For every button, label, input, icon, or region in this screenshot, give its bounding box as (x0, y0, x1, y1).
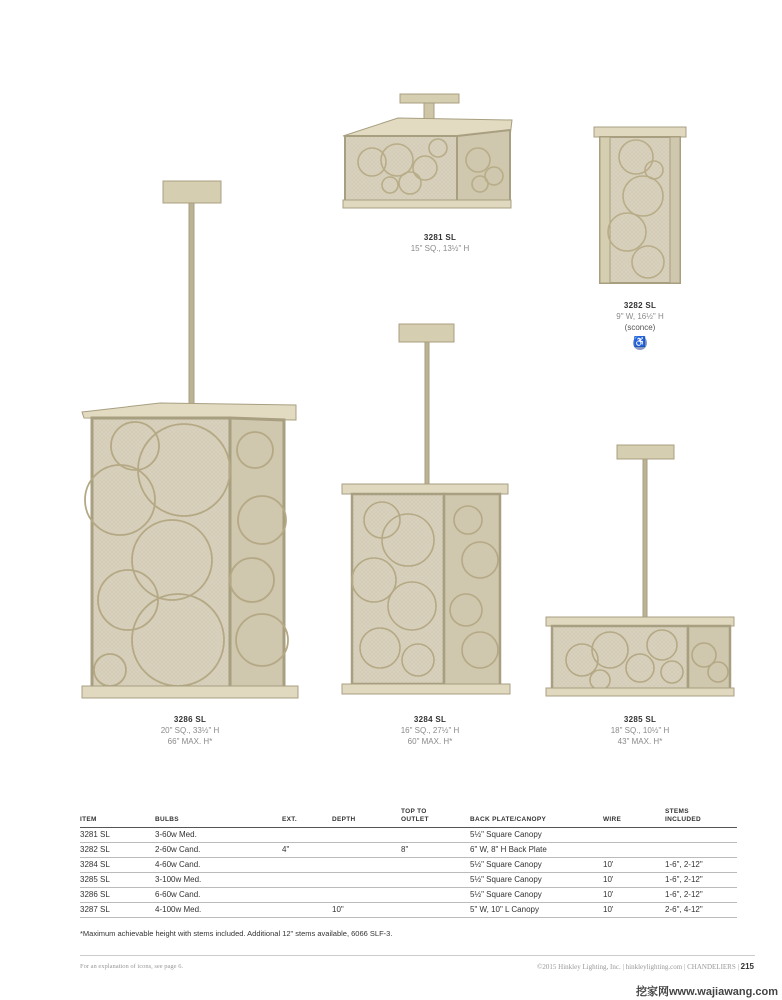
table-row (80, 843, 737, 858)
cell-stems: 1-6", 2-12" (665, 873, 737, 888)
cell-canopy: 5½" Square Canopy (470, 828, 603, 843)
caption-3282 (570, 300, 710, 350)
caption-3284 (360, 714, 500, 747)
col-stems: STEMS INCLUDED (665, 808, 737, 828)
footer-icon-note: For an explanation of icons, see page 6. (80, 963, 184, 970)
col-top-to-outlet: TOP TO OUTLET (401, 808, 470, 828)
dimensions: 20" SQ., 33½" H (160, 726, 220, 735)
cell-wire: 10' (603, 873, 665, 888)
cell-depth (332, 888, 401, 903)
cell-item: 3284 SL (80, 858, 155, 873)
cell-top (401, 888, 470, 903)
cell-top (401, 873, 470, 888)
cell-wire: 10' (603, 888, 665, 903)
table-row (80, 828, 737, 843)
cell-wire: 10' (603, 903, 665, 918)
fixture-3286-image (82, 181, 298, 698)
model-number: 3284 SL (413, 715, 447, 724)
model-number: 3281 SL (423, 233, 457, 242)
cell-stems: 1-6", 2-12" (665, 858, 737, 873)
cell-item: 3286 SL (80, 888, 155, 903)
fixture-3285-image (546, 445, 734, 696)
cell-bulbs: 3-100w Med. (155, 873, 282, 888)
table-row (80, 903, 737, 918)
cell-item: 3281 SL (80, 828, 155, 843)
caption-3281 (370, 232, 510, 254)
max-height: 43" MAX. H* (617, 737, 663, 746)
cell-item: 3282 SL (80, 843, 155, 858)
cell-stems: 2-6", 4-12" (665, 903, 737, 918)
cell-bulbs: 3-60w Med. (155, 828, 282, 843)
caption-3285 (570, 714, 710, 747)
max-height: 60" MAX. H* (407, 737, 453, 746)
cell-bulbs: 6-60w Cand. (155, 888, 282, 903)
col-depth: DEPTH (332, 808, 401, 828)
cell-depth (332, 873, 401, 888)
fixture-3282-image (594, 127, 686, 283)
dimensions: 9" W, 16½" H (616, 312, 664, 321)
dimensions: 16" SQ., 27½" H (400, 726, 460, 735)
cell-stems (665, 843, 737, 858)
dimensions: 15" SQ., 13½" H (410, 244, 470, 253)
caption-3286 (120, 714, 260, 747)
ada-icon: ♿ (633, 337, 647, 348)
cell-depth (332, 828, 401, 843)
cell-ext (282, 858, 332, 873)
fixture-3284-image (342, 324, 510, 694)
col-wire: WIRE (603, 808, 665, 828)
max-height: 66" MAX. H* (167, 737, 213, 746)
col-back-plate: BACK PLATE/CANOPY (470, 808, 603, 828)
cell-canopy: 5½" Square Canopy (470, 888, 603, 903)
cell-item: 3285 SL (80, 873, 155, 888)
spec-table (80, 808, 737, 918)
cell-bulbs: 4-60w Cand. (155, 858, 282, 873)
cell-wire (603, 843, 665, 858)
table-row (80, 873, 737, 888)
fixture-3281-image (343, 94, 512, 208)
col-bulbs: BULBS (155, 808, 282, 828)
cell-canopy: 6" W, 8" H Back Plate (470, 843, 603, 858)
cell-ext (282, 903, 332, 918)
cell-bulbs: 2-60w Cand. (155, 843, 282, 858)
cell-canopy: 5" W, 10" L Canopy (470, 903, 603, 918)
cell-ext: 4" (282, 843, 332, 858)
cell-canopy: 5½" Square Canopy (470, 858, 603, 873)
cell-depth: 10" (332, 903, 401, 918)
cell-top (401, 858, 470, 873)
cell-canopy: 5½" Square Canopy (470, 873, 603, 888)
model-number: 3285 SL (623, 715, 657, 724)
cell-depth (332, 858, 401, 873)
cell-depth (332, 843, 401, 858)
table-row (80, 858, 737, 873)
footer-divider (80, 955, 755, 956)
model-number: 3282 SL (623, 301, 657, 310)
col-ext: EXT. (282, 808, 332, 828)
col-item: ITEM (80, 808, 155, 828)
cell-top (401, 828, 470, 843)
max-height-footnote: *Maximum achievable height with stems included. Additional 12" stems available, 6066 SLF-3. (80, 929, 393, 938)
dimensions: 18" SQ., 10½" H (610, 726, 670, 735)
cell-top (401, 903, 470, 918)
cell-wire (603, 828, 665, 843)
cell-top: 8" (401, 843, 470, 858)
sconce-note: (sconce) (624, 323, 656, 332)
cell-stems (665, 828, 737, 843)
footer-copyright (537, 962, 754, 971)
model-number: 3286 SL (173, 715, 207, 724)
cell-ext (282, 828, 332, 843)
page-number: 215 (740, 962, 754, 971)
watermark-text: 挖家网www.wajiawang.com (635, 986, 778, 998)
cell-wire: 10' (603, 858, 665, 873)
cell-bulbs: 4-100w Med. (155, 903, 282, 918)
table-header-row (80, 808, 737, 828)
cell-ext (282, 873, 332, 888)
cell-item: 3287 SL (80, 903, 155, 918)
footer-copyright-text: ©2015 Hinkley Lighting, Inc. | hinkleylighting.com | CHANDELIERS | (537, 963, 741, 971)
cell-stems: 1-6", 2-12" (665, 888, 737, 903)
table-row (80, 888, 737, 903)
cell-ext (282, 888, 332, 903)
